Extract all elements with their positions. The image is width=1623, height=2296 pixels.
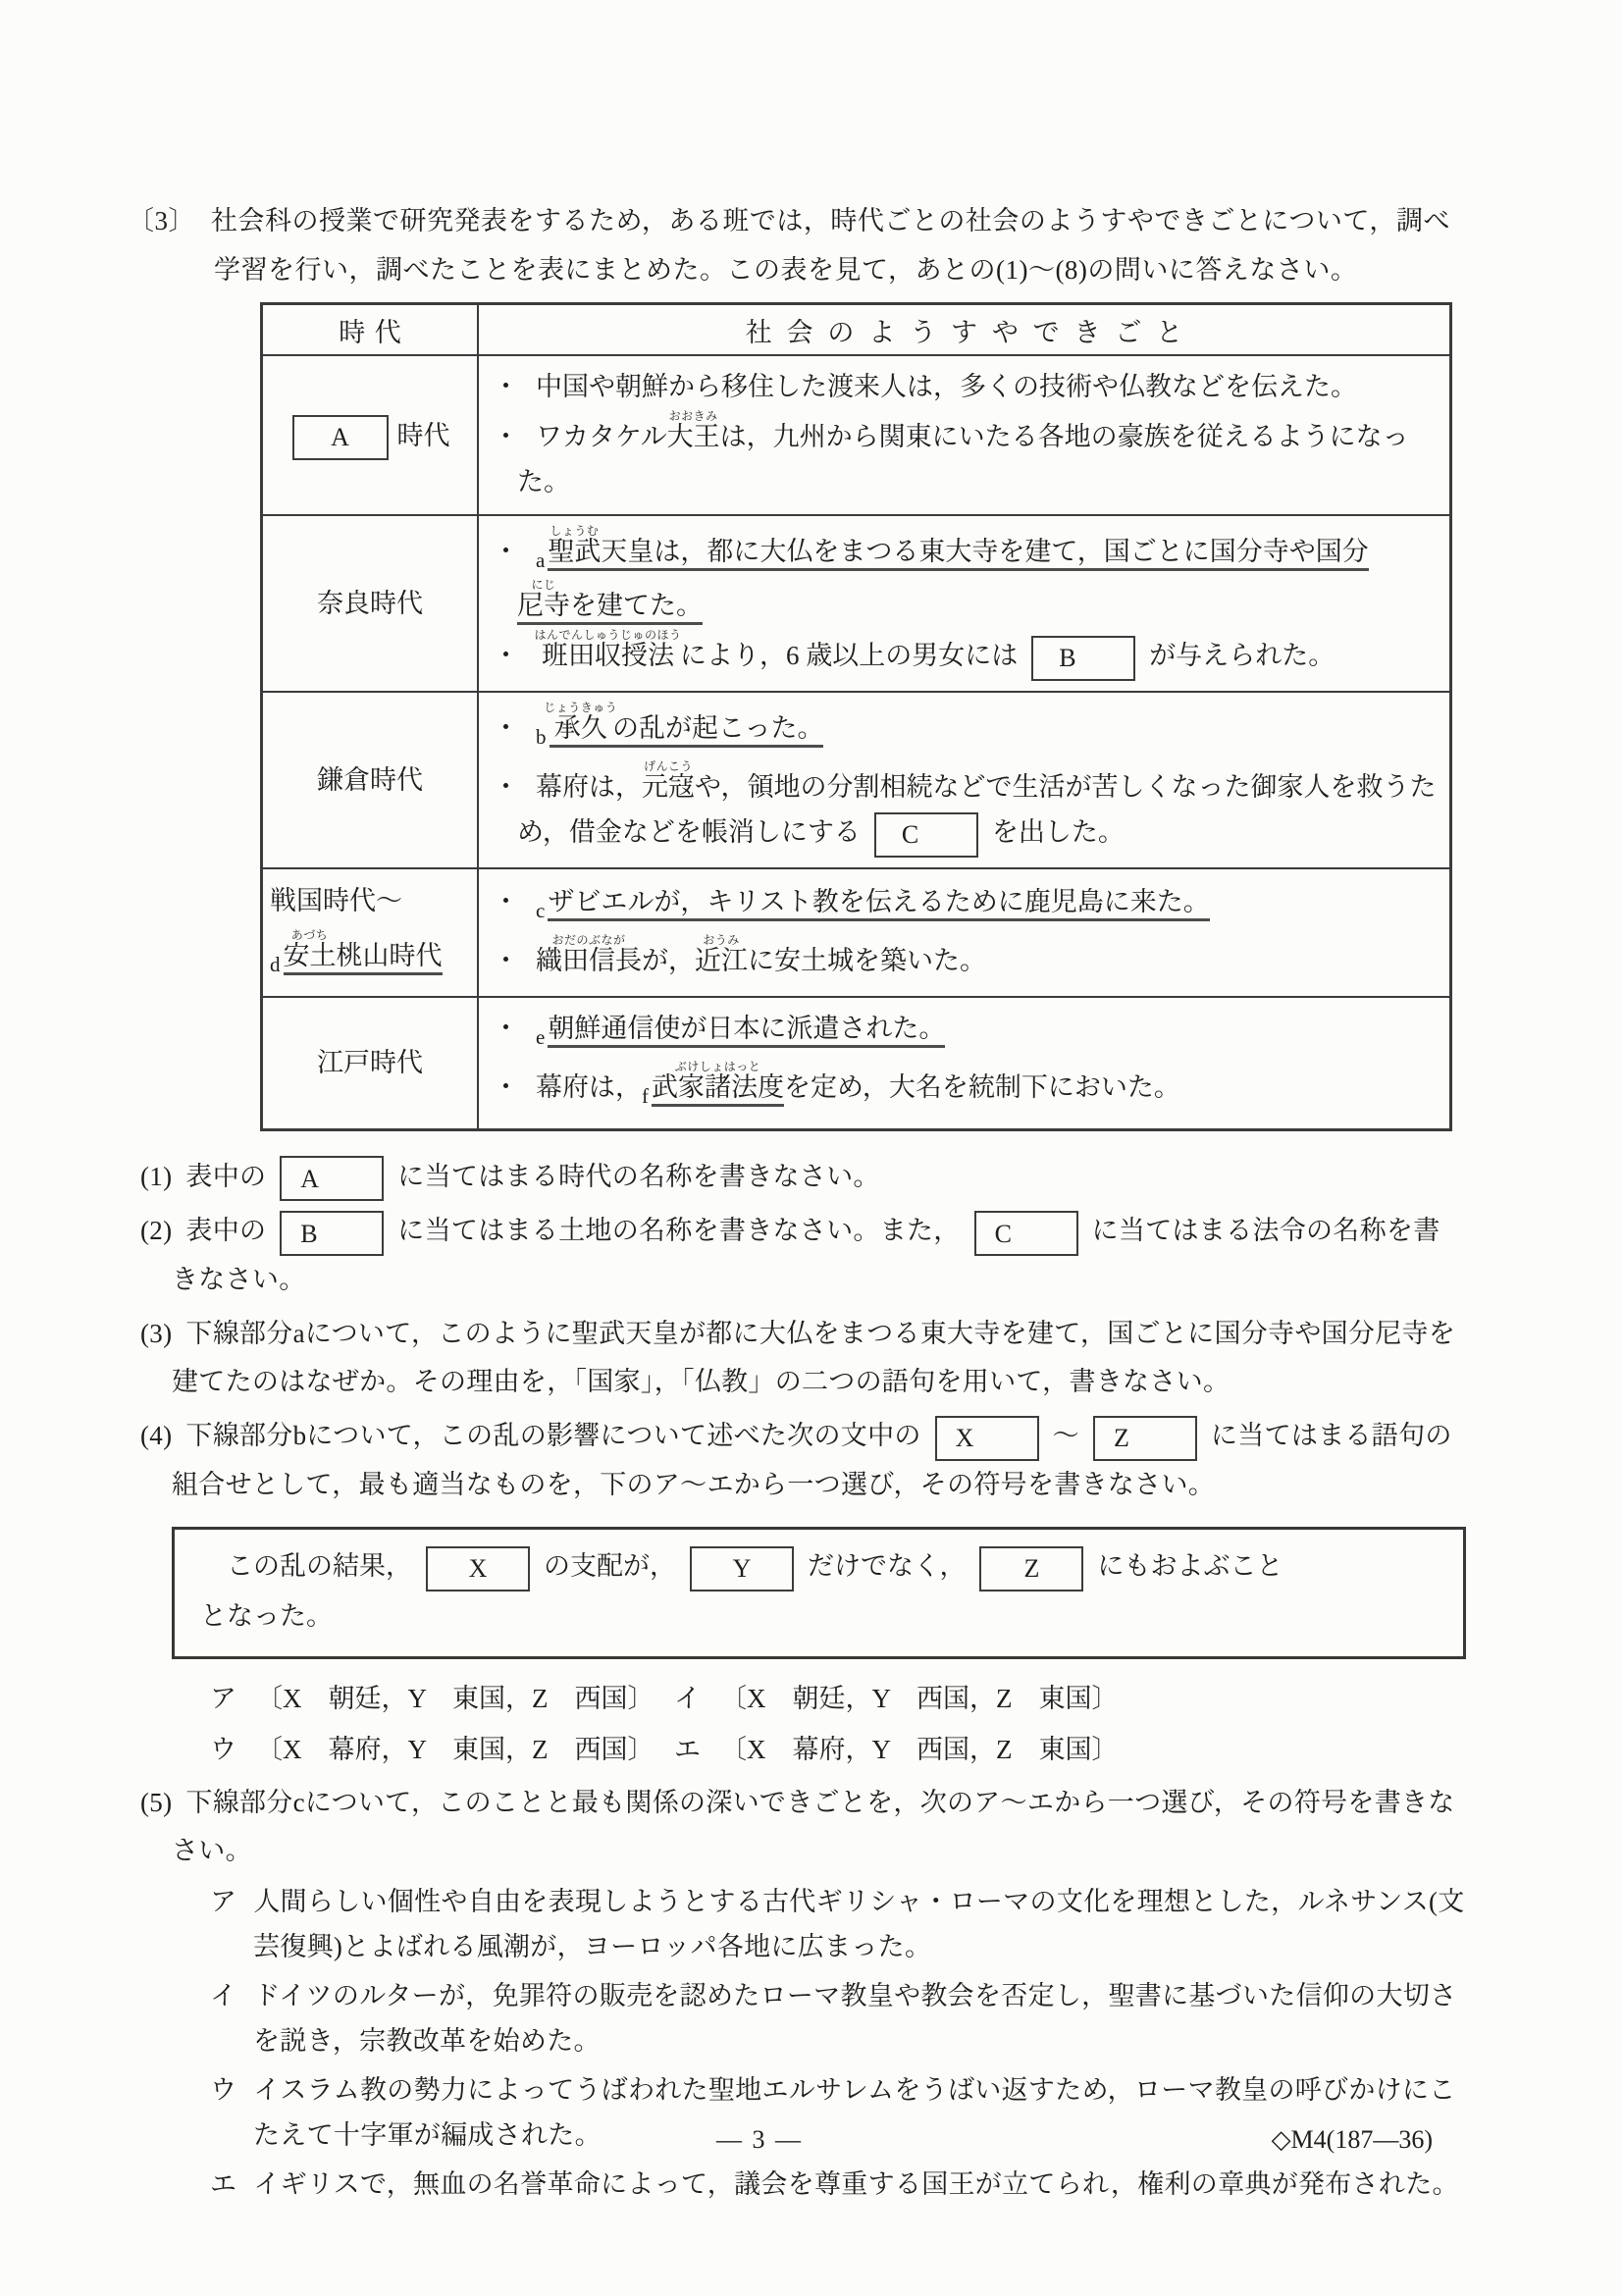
- question-3: [140, 1310, 1466, 1406]
- question-2-number: (2): [140, 1216, 173, 1246]
- choice-a-label: ア: [210, 1683, 236, 1713]
- bullet-marker: ・: [493, 422, 519, 451]
- event-item: [493, 409, 1440, 504]
- text-run: 奈良時代: [317, 588, 423, 618]
- question-1: [140, 1153, 1466, 1202]
- problem-intro: [128, 196, 1466, 294]
- underlined-text: [544, 700, 824, 748]
- question-5: [140, 1779, 1466, 1875]
- bullet-marker: ・: [493, 946, 519, 976]
- table-row-edo: [262, 997, 1451, 1130]
- blank-letter: A: [331, 423, 349, 452]
- ruby-text: 大王おおきみ: [666, 409, 720, 451]
- ruby-text: 元寇げんこう: [642, 758, 695, 802]
- text-run: となった。: [200, 1600, 333, 1631]
- bullet-marker: ・: [493, 1071, 519, 1102]
- event-item: [493, 759, 1440, 858]
- choice-i-text: 〔X 朝廷，Y 西国，Z 東国〕: [720, 1683, 1119, 1713]
- era-cell-a: [262, 355, 479, 515]
- event-item: [493, 524, 1440, 628]
- events-cell-edo: [478, 997, 1451, 1130]
- bullet-marker: ・: [493, 712, 519, 743]
- underlined-text: [548, 887, 1209, 921]
- table-row-kamakura: [262, 692, 1451, 868]
- text-run: 戦国時代～: [270, 885, 402, 915]
- blank-box-A: [292, 415, 389, 460]
- question-4-text: [172, 1421, 1452, 1499]
- text-run: 表中の: [185, 1216, 267, 1246]
- choice-u-text: 〔X 幕府，Y 東国，Z 西国〕: [256, 1734, 654, 1764]
- events-cell-kamakura: [478, 692, 1451, 868]
- furigana: しょうむ: [548, 524, 602, 538]
- era-cell-sengoku: [262, 868, 479, 997]
- annotation-label-d: d: [270, 952, 281, 976]
- annotation-label-b: b: [536, 724, 547, 749]
- text-run: 鎌倉時代: [317, 764, 423, 795]
- blank-box-B: B: [280, 1211, 384, 1256]
- furigana: げんこう: [642, 758, 695, 773]
- text-run: の乱が起こった。: [612, 712, 824, 743]
- text-run: 時代: [396, 420, 450, 450]
- question-1-number: (1): [140, 1161, 173, 1191]
- ruby-text: 班田収授法はんでんしゅうじゅのほう: [534, 628, 682, 670]
- annotation-label-c: c: [536, 899, 546, 923]
- blank-box-C: C: [874, 812, 978, 858]
- era-cell-edo: [262, 997, 479, 1130]
- bullet-marker: ・: [493, 537, 519, 566]
- choice-i: [674, 1675, 1138, 1722]
- blank-letter: Y: [732, 1553, 752, 1583]
- underlined-text: [517, 524, 1369, 625]
- text-run: 幕府は，: [536, 1071, 642, 1102]
- event-item: [493, 1006, 1440, 1060]
- table-header-row: [262, 304, 1451, 356]
- option-i-label: イ: [210, 1980, 237, 2010]
- option-a: [210, 1879, 1466, 1969]
- text-run: が与えられた。: [1149, 641, 1335, 670]
- furigana: じょうきゅう: [544, 700, 618, 714]
- text-run: は，九州から関東にいたる各地の豪族を従えるようになった。: [517, 422, 1409, 496]
- annotation-label-a: a: [536, 548, 546, 572]
- text-run: を建てた。: [570, 591, 703, 620]
- choice-u-label: ウ: [210, 1734, 236, 1764]
- text-run: 天皇は，都に大仏をまつる東大寺を建て，国ごとに国分寺や国分: [601, 537, 1369, 566]
- era-cell-kamakura: [262, 692, 479, 868]
- question-2: [140, 1207, 1466, 1304]
- question-3-text: 下線部分aについて，このように聖武天皇が都に大仏をまつる東大寺を建て，国ごとに国分寺や国分尼寺を建てたのはなぜか。その理由を，「国家」，「仏教」の二つの語句を用いて，書きなさい。: [172, 1319, 1456, 1397]
- text-run: に安土城を築いた。: [748, 946, 986, 976]
- ruby-text: 尼寺にじ: [517, 578, 570, 620]
- underlined-text: [548, 1014, 945, 1048]
- text-run: により，6 歳以上の男女には: [680, 641, 1019, 670]
- choice-e-label: エ: [674, 1734, 701, 1764]
- question-4-number: (4): [140, 1421, 173, 1451]
- option-e-label: エ: [210, 2168, 237, 2199]
- text-run: を定め，大名を統制下においた。: [784, 1071, 1180, 1102]
- blank-box-C: C: [974, 1211, 1078, 1256]
- ruby-text: 織田信長おだのぶなが: [536, 933, 642, 976]
- text-run: だけでなく，: [808, 1550, 967, 1581]
- blank-box-Y: [690, 1546, 794, 1592]
- underlined-text: [652, 1059, 784, 1107]
- text-run: に当てはまる法令の名称を書きなさい。: [172, 1216, 1440, 1295]
- text-run: ザビエルが，キリスト教を伝えるために鹿児島に来た。: [548, 887, 1210, 917]
- text-run: に当てはまる土地の名称を書きなさい。また，: [397, 1216, 961, 1246]
- events-cell-nara: [478, 515, 1451, 692]
- event-item: [493, 879, 1440, 933]
- choice-row-1: [210, 1675, 1466, 1722]
- option-e: [210, 2162, 1466, 2207]
- text-run: を出した。: [991, 816, 1125, 847]
- ruby-text: 安土あづち: [283, 927, 337, 970]
- bullet-marker: ・: [493, 887, 519, 917]
- option-a-text: 人間らしい個性や自由を表現しようとする古代ギリシャ・ローマの文化を理想とした，ルネサンス(文芸復興)とよばれる風潮が，ヨーロッパ各地に広まった。: [253, 1886, 1465, 1961]
- option-u-label: ウ: [210, 2074, 237, 2105]
- annotation-label-e: e: [536, 1024, 546, 1049]
- blank-box-Z: Z: [1093, 1416, 1197, 1461]
- ruby-text: 聖武しょうむ: [548, 524, 602, 566]
- problem-number: 〔3〕: [128, 206, 195, 235]
- page-number: — 3 —: [716, 2125, 803, 2154]
- ruby-text: 武家諸法度ぶけしょはっと: [652, 1059, 784, 1102]
- blank-box-Z: [979, 1546, 1083, 1592]
- question-2-text: [172, 1216, 1440, 1294]
- intro-text: 社会科の授業で研究発表をするため，ある班では，時代ごとの社会のようすやできごとについて，調べ学習を行い，調べたことを表にまとめた。この表を見て，あとの(1)～(8)の問いに答えなさい。: [211, 206, 1450, 285]
- table-row-kofun: [262, 355, 1451, 515]
- question-5-number: (5): [140, 1787, 173, 1817]
- table-row-sengoku: [262, 868, 1451, 997]
- blank-box-A: A: [280, 1156, 384, 1201]
- statement-text: [200, 1551, 1283, 1631]
- page-footer: [128, 2125, 1466, 2165]
- text-run: ワカタケル: [536, 422, 667, 451]
- text-run: 表中の: [185, 1161, 267, 1191]
- event-item: [493, 701, 1440, 759]
- event-item: [493, 364, 1440, 409]
- era-cell-nara: [262, 515, 479, 692]
- text-run: や，領地の分割相続などで生活が苦しくなった御家人を救うため，借金などを帳消しにする: [517, 771, 1437, 847]
- event-item: [493, 1060, 1440, 1119]
- event-item: [493, 628, 1440, 681]
- furigana: はんでんしゅうじゅのほう: [534, 628, 682, 642]
- blank-box-B: B: [1031, 636, 1135, 681]
- choice-a-text: 〔X 朝廷，Y 東国，Z 西国〕: [256, 1683, 654, 1713]
- choice-e-text: 〔X 幕府，Y 西国，Z 東国〕: [720, 1734, 1119, 1764]
- text-run: にもおよぶこと: [1097, 1550, 1283, 1581]
- table-row-nara: [262, 515, 1451, 692]
- text-run: に当てはまる語句の組合せとして，最も適当なものを，下のア～エから一つ選び，その符号を書きなさい。: [172, 1421, 1452, 1499]
- ruby-text: 近江おうみ: [695, 933, 748, 976]
- header-events: 社会のようすやできごと: [478, 304, 1451, 356]
- option-i-text: ドイツのルターが，免罪符の販売を認めたローマ教皇や教会を否定し，聖書に基づいた信仰の大切さを説き，宗教改革を始めた。: [253, 1980, 1457, 2056]
- blank-letter: Z: [1023, 1553, 1040, 1583]
- text-run: に当てはまる時代の名称を書きなさい。: [397, 1161, 880, 1191]
- event-item: [493, 933, 1440, 983]
- text-run: 桃山時代: [336, 940, 443, 970]
- choice-u: [210, 1726, 674, 1773]
- choice-i-label: イ: [674, 1683, 701, 1713]
- text-run: ～: [1052, 1421, 1079, 1451]
- choice-row-2: [210, 1726, 1466, 1773]
- furigana: おだのぶなが: [536, 933, 642, 948]
- furigana: あづち: [283, 927, 337, 942]
- annotation-label-f: f: [642, 1083, 649, 1108]
- text-run: この乱の結果，: [200, 1550, 412, 1581]
- text-run: 中国や朝鮮から移住した渡来人は，多くの技術や仏教などを伝えた。: [536, 372, 1357, 401]
- choice-a: [210, 1675, 674, 1722]
- bullet-marker: ・: [493, 372, 519, 401]
- era-table: [260, 302, 1452, 1131]
- bullet-marker: ・: [493, 1013, 519, 1043]
- underlined-text: [283, 927, 443, 975]
- furigana: ぶけしょはっと: [652, 1059, 784, 1073]
- question-5-text: 下線部分cについて，このことと最も関係の深いできごとを，次のア～エから一つ選び，その符号を書きなさい。: [172, 1787, 1455, 1865]
- document-code: ◇M4(187—36): [1271, 2125, 1433, 2154]
- furigana: にじ: [517, 578, 570, 592]
- option-e-text: イギリスで，無血の名誉革命によって，議会を尊重する国王が立てられ，権利の章典が発布された。: [253, 2168, 1459, 2199]
- question-1-text: [185, 1162, 879, 1191]
- events-cell-sengoku: [478, 868, 1451, 997]
- ruby-text: 承久じょうきゅう: [544, 700, 618, 743]
- bullet-marker: ・: [493, 641, 519, 670]
- blank-letter: X: [468, 1553, 488, 1583]
- exam-content: [128, 196, 1466, 2207]
- furigana: おうみ: [695, 933, 748, 948]
- blank-box-X: X: [935, 1416, 1039, 1461]
- furigana: おおきみ: [666, 409, 720, 423]
- text-run: 幕府は，: [536, 771, 642, 802]
- question-3-number: (3): [140, 1319, 173, 1349]
- text-run: が，: [642, 946, 695, 976]
- option-u-text: イスラム教の勢力によってうばわれた聖地エルサレムをうばい返すため，ローマ教皇の呼びかけにこたえて十字軍が編成された。: [253, 2074, 1456, 2150]
- option-a-label: ア: [210, 1886, 237, 1916]
- header-era: 時代: [262, 304, 479, 356]
- text-run: 江戸時代: [317, 1048, 423, 1078]
- choice-e: [674, 1726, 1138, 1773]
- option-i: [210, 1973, 1466, 2063]
- text-run: 朝鮮通信使が日本に派遣された。: [548, 1013, 946, 1043]
- text-run: の支配が，: [544, 1550, 676, 1581]
- bullet-marker: ・: [493, 771, 519, 802]
- text-run: 下線部分bについて，この乱の影響について述べた次の文中の: [185, 1421, 921, 1451]
- question-4: [140, 1412, 1466, 1509]
- events-cell-kofun: [478, 355, 1451, 515]
- blank-box-X: [426, 1546, 530, 1592]
- statement-box: [172, 1527, 1466, 1659]
